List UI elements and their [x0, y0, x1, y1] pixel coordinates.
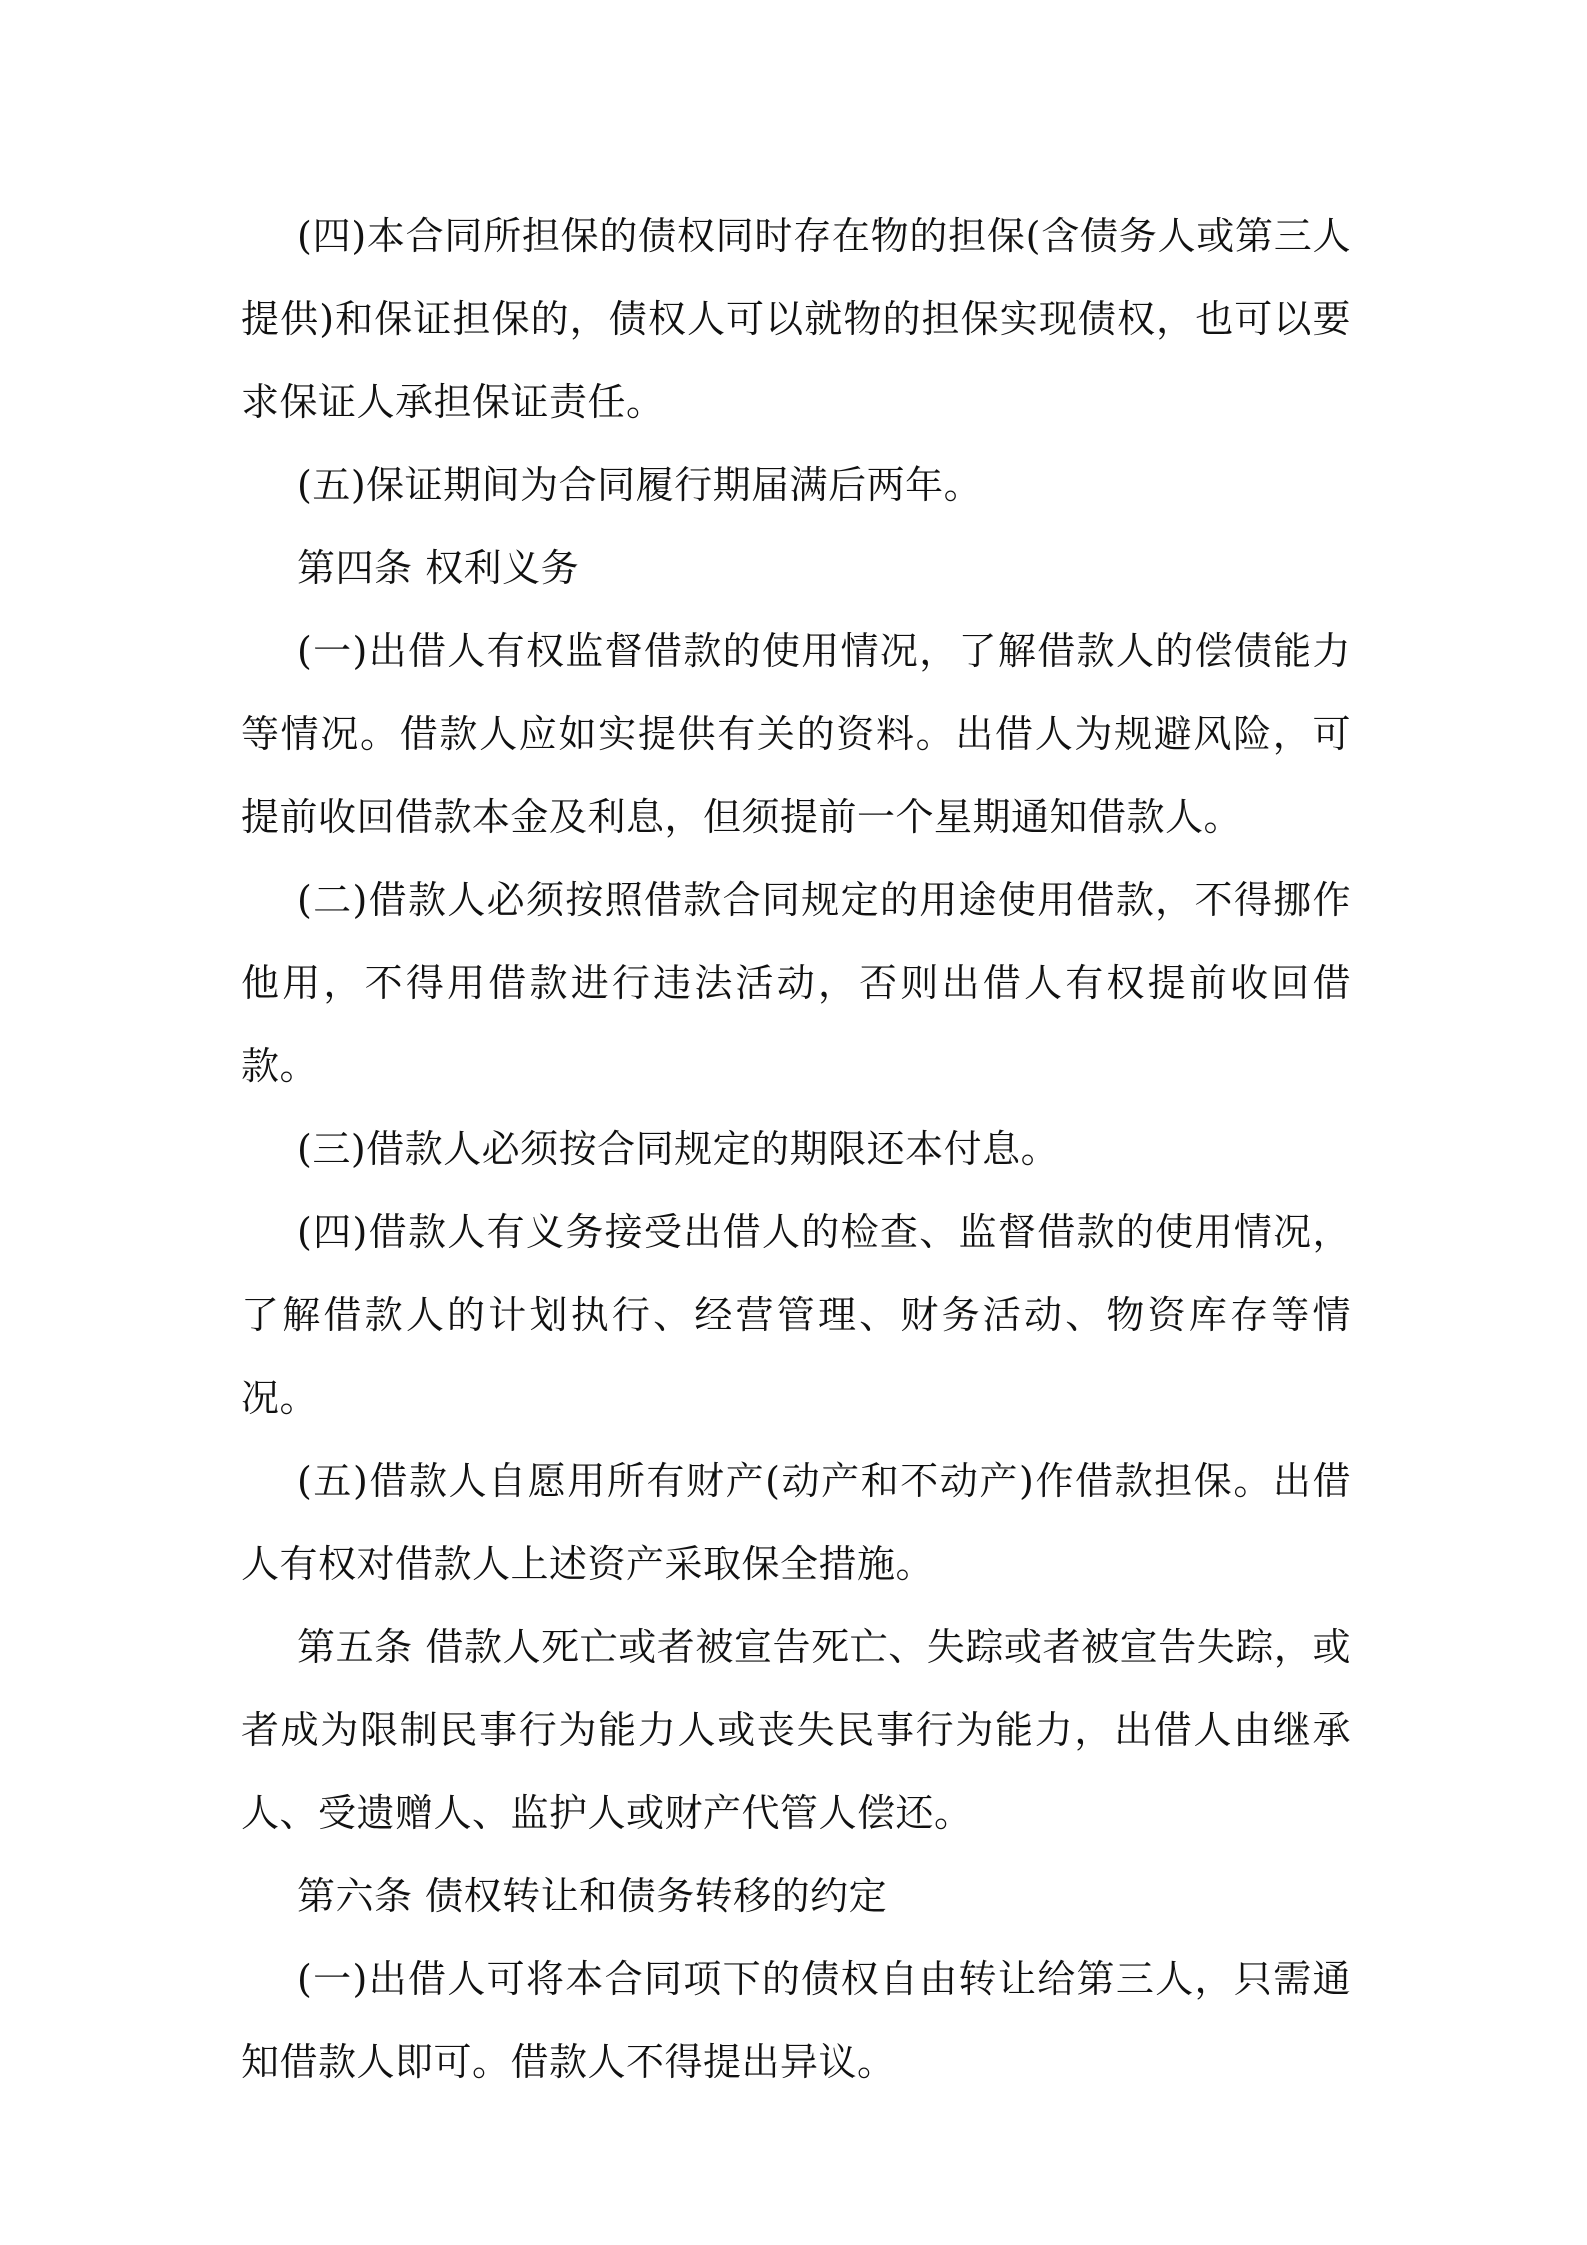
clause-paragraph: (一)出借人有权监督借款的使用情况，了解借款人的偿债能力等情况。借款人应如实提供有关的资料。出借人为规避风险，可提前收回借款本金及利息，但须提前一个星期通知借款人。 [241, 629, 1351, 839]
clause-paragraph: (五)借款人自愿用所有财产(动产和不动产)作借款担保。出借人有权对借款人上述资产采取保全措施。 [241, 1459, 1351, 1586]
clause-paragraph: (三)借款人必须按合同规定的期限还本付息。 [297, 1127, 1060, 1171]
clause-paragraph: (四)本合同所担保的债权同时存在物的担保(含债务人或第三人提供)和保证担保的，债权人可以就物的担保实现债权，也可以要求保证人承担保证责任。 [241, 214, 1351, 424]
article-heading: 第六条 债权转让和债务转移的约定 [297, 1874, 888, 1918]
article-heading: 第四条 权利义务 [297, 546, 580, 590]
clause-paragraph: (一)出借人可将本合同项下的债权自由转让给第三人，只需通知借款人即可。借款人不得提出异议。 [241, 1957, 1351, 2084]
clause-paragraph: (二)借款人必须按照借款合同规定的用途使用借款，不得挪作他用，不得用借款进行违法活动，否则出借人有权提前收回借款。 [241, 878, 1351, 1088]
clause-paragraph: (四)借款人有义务接受出借人的检查、监督借款的使用情况，了解借款人的计划执行、经营管理、财务活动、物资库存等情况。 [241, 1210, 1351, 1420]
document-body [241, 195, 1351, 2104]
clause-paragraph: (五)保证期间为合同履行期届满后两年。 [297, 463, 983, 507]
article-paragraph: 第五条 借款人死亡或者被宣告死亡、失踪或者被宣告失踪，或者成为限制民事行为能力人或丧失民事行为能力，出借人由继承人、受遗赠人、监护人或财产代管人偿还。 [241, 1625, 1351, 1835]
